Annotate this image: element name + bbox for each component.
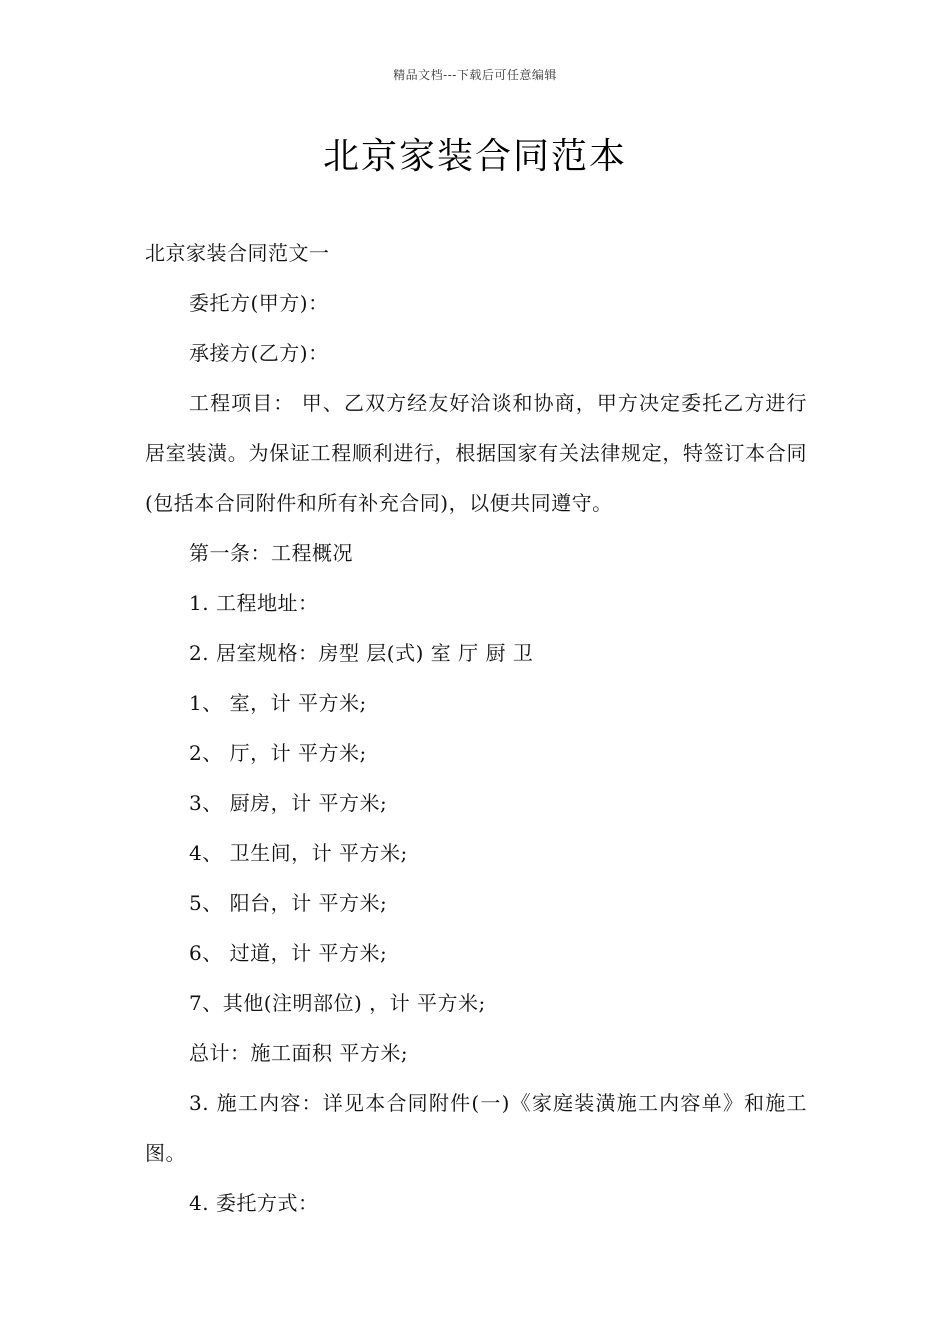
paragraph: 委托方(甲方)： <box>189 291 329 315</box>
document-title: 北京家装合同范本 <box>322 136 627 177</box>
paragraph: 承接方(乙方)： <box>189 341 329 365</box>
document-body <box>145 228 807 1228</box>
paragraph: 总计：施工面积 平方米; <box>189 1041 409 1065</box>
paragraph: 2. 居室规格：房型 层(式) 室 厅 厨 卫 <box>189 641 534 665</box>
paragraph: 北京家装合同范文一 <box>145 241 330 265</box>
paragraph: 工程项目： 甲、乙双方经友好洽谈和协商，甲方决定委托乙方进行居室装潢。为保证工程顺利进行，根据国家有关法律规定，特签订本合同(包括本合同附件和所有补充合同)，以便共同遵守。 <box>145 391 807 515</box>
paragraph: 4、 卫生间，计 平方米; <box>189 841 408 865</box>
paragraph: 6、 过道，计 平方米; <box>189 941 388 965</box>
header-note: 精品文档---下载后可任意编辑 <box>393 68 557 82</box>
paragraph: 2、 厅，计 平方米; <box>189 741 367 765</box>
paragraph: 3、 厨房，计 平方米; <box>189 791 388 815</box>
paragraph: 4. 委托方式： <box>189 1191 319 1215</box>
paragraph: 5、 阳台，计 平方米; <box>189 891 388 915</box>
paragraph: 7、其他(注明部位) ，计 平方米; <box>189 991 486 1015</box>
paragraph: 第一条：工程概况 <box>189 541 353 565</box>
paragraph: 3. 施工内容：详见本合同附件(一)《家庭装潢施工内容单》和施工图。 <box>145 1091 807 1165</box>
paragraph: 1. 工程地址： <box>189 591 319 615</box>
paragraph: 1、 室，计 平方米; <box>189 691 367 715</box>
